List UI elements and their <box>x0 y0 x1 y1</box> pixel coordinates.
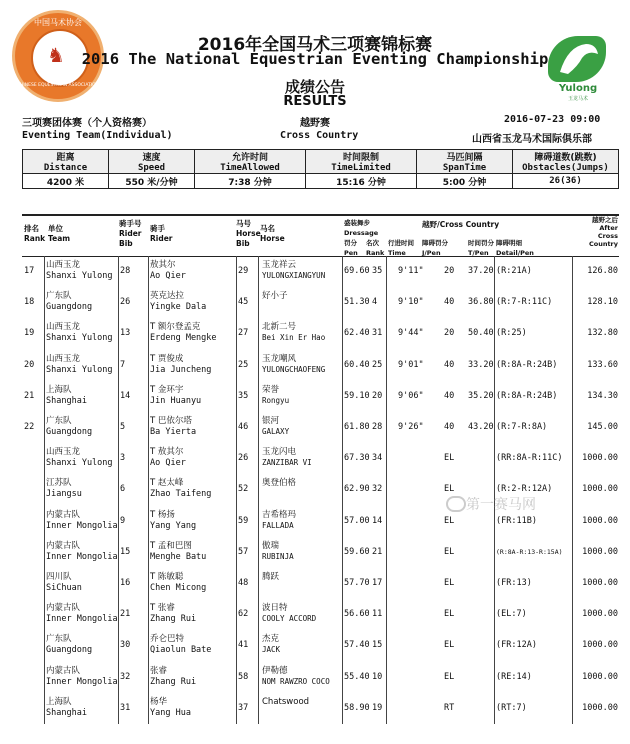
results-en: RESULTS <box>283 94 347 109</box>
detail-cell: (FR:13) <box>496 578 532 588</box>
dressage-rank-cell: 15 <box>372 640 383 651</box>
jump-pen-cell: EL <box>444 578 455 588</box>
horse-bib-cell: 27 <box>238 328 249 339</box>
table-row <box>22 599 619 630</box>
rider-cn-cell: T 额尔登孟克 <box>150 322 201 333</box>
yulong-logo-sub: 玉龙马术 <box>567 96 588 102</box>
team-cn-cell: 广东队 <box>46 416 72 426</box>
after-cross-country-cell: 1000.00 <box>582 578 618 588</box>
table-row <box>22 630 619 661</box>
rider-en-cell: Ba Yierta <box>150 427 197 437</box>
horse-icon: ♞ <box>47 43 65 67</box>
dressage-pen-cell: 60.40 <box>344 359 370 370</box>
speed-value: 550 米/分钟 <box>109 174 195 189</box>
rider-cn-cell: T 杨扬 <box>150 509 175 520</box>
horse-name2-cell: JACK <box>262 645 281 655</box>
jump-pen-cell: EL <box>444 515 455 526</box>
results-cn: 成绩公告 <box>284 78 345 96</box>
rider-cn-cell: T 赵太峰 <box>150 478 184 489</box>
rider-en-cell: Zhang Rui <box>150 614 197 625</box>
course-info-table <box>22 149 619 189</box>
rider-en-cell: Jia Juncheng <box>150 364 212 375</box>
datetime: 2016-07-23 09:00 <box>504 114 601 125</box>
after-cross-country-cell: 1000.00 <box>582 546 618 557</box>
detail-cell: (R:25) <box>496 328 527 339</box>
after-cross-country-cell: 1000.00 <box>582 671 618 682</box>
time-allowed-header: 允许时间 TimeAllowed <box>195 150 306 174</box>
horse-name-cell: 荣誉 <box>262 384 280 395</box>
after-cross-country-cell: 1000.00 <box>582 640 618 651</box>
dressage-rank-cell: 35 <box>372 266 383 276</box>
team-cn-cell: 广东队 <box>46 634 72 645</box>
watermark: 第一赛马网 <box>466 497 536 513</box>
jump-pen-cell: 40 <box>444 359 455 370</box>
time-pen-cell: 50.40 <box>468 328 494 339</box>
table-row <box>22 318 619 349</box>
table-row <box>22 256 619 287</box>
time-cell: 9'06" <box>398 390 424 401</box>
detail-cell: (R:21A) <box>496 266 532 276</box>
after-cross-country-cell: 1000.00 <box>582 453 618 464</box>
horse-name2-cell: NOM RAWZRO COCO <box>262 676 330 686</box>
team-cn-cell: 内蒙古队 <box>46 603 81 614</box>
jump-pen-cell: 40 <box>444 390 455 401</box>
team-en-cell: Shanghai <box>46 395 87 406</box>
dressage-pen-cell: 51.30 <box>344 297 370 308</box>
jump-pen-cell: RT <box>444 702 455 713</box>
team-en-cell: Jiangsu <box>46 489 82 500</box>
team-en-cell: SiChuan <box>46 583 82 593</box>
watermark-horse-icon <box>446 496 466 512</box>
team-en-cell: Inner Mongolia <box>46 520 118 531</box>
detail-cell: (RE:14) <box>496 671 532 682</box>
rider-bib-cell: 14 <box>120 390 131 401</box>
dressage-pen-cell: 62.40 <box>344 328 370 339</box>
dressage-rank-cell: 32 <box>372 484 383 495</box>
rank-cell: 22 <box>24 422 35 432</box>
jump-pen-cell: EL <box>444 484 455 495</box>
jump-pen-cell: EL <box>444 671 455 682</box>
col-cross-country: 越野/Cross Country <box>422 220 500 229</box>
dressage-pen-cell: 59.60 <box>344 546 370 557</box>
time-cell: 9'26" <box>398 422 424 432</box>
dressage-pen-cell: 57.70 <box>344 578 370 588</box>
horse-name-cell: 伊勒德 <box>262 665 288 676</box>
horse-bib-cell: 48 <box>238 578 249 588</box>
span-time-value: 5:00 分钟 <box>417 174 513 189</box>
rider-bib-cell: 26 <box>120 297 131 308</box>
team-cn-cell: 上海队 <box>46 696 72 707</box>
after-cross-country-cell: 132.80 <box>587 328 618 339</box>
dressage-pen-cell: 56.60 <box>344 609 370 620</box>
rider-en-cell: Qiaolun Bate <box>150 645 212 656</box>
distance-value: 4200 米 <box>23 174 109 189</box>
time-cell: 9'44" <box>398 328 424 339</box>
team-en-cell: Shanghai <box>46 707 87 718</box>
rider-cn-cell: 张睿 <box>150 665 168 676</box>
column-divider <box>44 256 45 724</box>
jump-pen-cell: 20 <box>444 328 455 339</box>
rider-bib-cell: 6 <box>120 484 126 495</box>
after-cross-country-cell: 1000.00 <box>582 609 618 620</box>
time-pen-cell: 43.20 <box>468 422 494 432</box>
column-divider <box>342 256 343 724</box>
col-dressage: 盛装舞步 Dressage <box>344 219 379 237</box>
logo-left-bottom-text: CHINESE EQUESTRIAN ASSOCIATION <box>16 83 100 88</box>
rider-en-cell: Menghe Batu <box>150 551 207 562</box>
dressage-rank-cell: 14 <box>372 515 383 526</box>
after-cross-country-cell: 1000.00 <box>582 484 618 495</box>
rider-en-cell: Zhao Taifeng <box>150 489 212 500</box>
column-divider <box>494 256 495 724</box>
table-row <box>22 443 619 474</box>
jump-pen-cell: 40 <box>444 297 455 308</box>
dressage-rank-cell: 25 <box>372 359 383 370</box>
time-limited-header: 时间限制 TimeLimited <box>306 150 417 174</box>
horse-bib-cell: 58 <box>238 671 249 682</box>
after-cross-country-cell: 128.10 <box>587 297 618 308</box>
team-en-cell: Guangdong <box>46 427 93 437</box>
rider-bib-cell: 16 <box>120 578 131 588</box>
col-detail: 障碍明细 Detail/Pen <box>496 239 534 257</box>
logo-left-top-text: 中国马术协会 <box>34 18 82 27</box>
after-cross-country-cell: 145.00 <box>587 422 618 432</box>
after-cross-country-cell: 126.80 <box>587 266 618 276</box>
team-en-cell: Inner Mongolia <box>46 551 118 562</box>
team-cn-cell: 上海队 <box>46 384 72 395</box>
column-divider <box>118 256 119 724</box>
phase-cn: 越野赛 <box>300 118 330 129</box>
horse-name2-cell: Bei Xin Er Hao <box>262 333 326 343</box>
dressage-pen-cell: 57.40 <box>344 640 370 651</box>
detail-cell: (R:7-R:8A) <box>496 422 548 432</box>
rider-bib-cell: 32 <box>120 671 131 682</box>
dressage-rank-cell: 21 <box>372 546 383 557</box>
rider-bib-cell: 5 <box>120 422 126 432</box>
col-horse: 马名 Horse <box>260 224 285 243</box>
rider-cn-cell: T 巴依尔塔 <box>150 416 192 426</box>
horse-bib-cell: 25 <box>238 359 249 370</box>
table-row <box>22 381 619 412</box>
jump-pen-cell: 40 <box>444 422 455 432</box>
rider-bib-cell: 31 <box>120 702 131 713</box>
column-divider <box>258 256 259 724</box>
horse-name2-cell: RUBINJA <box>262 551 294 561</box>
table-row <box>22 412 619 443</box>
speed-header: 速度 Speed <box>109 150 195 174</box>
team-en-cell: Inner Mongolia <box>46 614 118 625</box>
table-row <box>22 568 619 599</box>
dressage-rank-cell: 4 <box>372 297 378 308</box>
rider-cn-cell: T 金环宇 <box>150 384 184 395</box>
horse-name2-cell: Rongyu <box>262 395 290 405</box>
dressage-pen-cell: 69.60 <box>344 266 370 276</box>
table-row <box>22 350 619 381</box>
horse-bib-cell: 26 <box>238 453 249 464</box>
event-en: Eventing Team(Individual) <box>22 130 173 141</box>
horse-bib-cell: 57 <box>238 546 249 557</box>
team-cn-cell: 山西玉龙 <box>46 322 81 333</box>
detail-cell: (EL:7) <box>496 609 527 620</box>
horse-name-cell: 杰克 <box>262 634 280 645</box>
horse-bib-cell: 29 <box>238 266 249 276</box>
time-pen-cell: 36.80 <box>468 297 494 308</box>
horse-name2-cell: COOLY ACCORD <box>262 614 317 624</box>
team-en-cell: Shanxi Yulong <box>46 458 113 469</box>
dressage-rank-cell: 17 <box>372 578 383 588</box>
rider-en-cell: Yang Hua <box>150 707 191 718</box>
rider-bib-cell: 7 <box>120 359 126 370</box>
dressage-rank-cell: 31 <box>372 328 383 339</box>
table-row <box>22 662 619 693</box>
span-time-header: 马匹间隔 SpanTime <box>417 150 513 174</box>
horse-bib-cell: 41 <box>238 640 249 651</box>
venue: 山西省玉龙马术国际俱乐部 <box>472 134 592 145</box>
jump-pen-cell: EL <box>444 609 455 620</box>
column-divider <box>386 256 387 724</box>
title-cn: 2016年全国马术三项赛锦标赛 <box>197 35 433 55</box>
rider-en-cell: Zhang Rui <box>150 676 197 687</box>
results-table-header <box>22 214 619 257</box>
table-row <box>22 287 619 318</box>
team-cn-cell: 四川队 <box>46 572 72 582</box>
time-limited-value: 15:16 分钟 <box>306 174 417 189</box>
rider-bib-cell: 3 <box>120 453 126 464</box>
detail-cell: (R:2-R:12A) <box>496 484 553 495</box>
detail-cell: (FR:11B) <box>496 515 537 526</box>
jump-pen-cell: EL <box>444 453 455 464</box>
col-rider-bib: 骑手号 Rider Bib <box>119 219 142 248</box>
horse-name-cell: 奥登伯格 <box>262 478 297 489</box>
horse-name-cell: Chatswood <box>262 696 310 707</box>
horse-bib-cell: 45 <box>238 297 249 308</box>
team-en-cell: Shanxi Yulong <box>46 364 113 375</box>
detail-cell: (FR:12A) <box>496 640 537 651</box>
detail-cell: (R:7-R:11C) <box>496 297 553 308</box>
col-jump-pen: 障碍罚分 J/Pen <box>422 239 448 257</box>
team-cn-cell: 山西玉龙 <box>46 353 81 364</box>
rider-cn-cell: T 孟和巴图 <box>150 540 192 551</box>
dressage-rank-cell: 10 <box>372 671 383 682</box>
dressage-pen-cell: 55.40 <box>344 671 370 682</box>
col-horse-bib: 马号 Horse Bib <box>236 219 261 248</box>
jump-pen-cell: 20 <box>444 266 455 276</box>
dressage-rank-cell: 34 <box>372 453 383 464</box>
horse-name-cell: 吉希格玛 <box>262 509 297 520</box>
horse-name2-cell: YULONGCHAOFENG <box>262 364 326 374</box>
team-cn-cell: 江苏队 <box>46 478 72 489</box>
team-en-cell: Shanxi Yulong <box>46 333 113 344</box>
rider-en-cell: Yingke Dala <box>150 302 207 313</box>
horse-name2-cell: FALLADA <box>262 520 294 530</box>
table-row <box>22 537 619 568</box>
col-time: 行进时间 Time <box>388 239 414 257</box>
rider-cn-cell: 杨华 <box>150 696 168 707</box>
horse-name-cell: 玉龙闪电 <box>262 447 297 458</box>
time-pen-cell: 33.20 <box>468 359 494 370</box>
detail-cell: (RT:7) <box>496 702 527 713</box>
rider-bib-cell: 21 <box>120 609 131 620</box>
detail-cell: (R:8A-R:24B) <box>496 390 558 401</box>
rider-en-cell: Ao Qier <box>150 271 186 281</box>
table-row <box>22 693 619 724</box>
col-team: 单位 Team <box>48 224 71 243</box>
detail-cell: (R:8A-R:24B) <box>496 359 558 370</box>
horse-name-cell: 腾跃 <box>262 572 280 582</box>
rider-cn-cell: T 敖其尔 <box>150 447 184 458</box>
col-after-cross-country: 越野之后 After Cross Country <box>588 216 618 248</box>
rider-en-cell: Chen Micong <box>150 583 207 593</box>
rider-en-cell: Jin Huanyu <box>150 395 202 406</box>
horse-name-cell: 好小子 <box>262 291 288 302</box>
column-divider <box>148 256 149 724</box>
team-cn-cell: 山西玉龙 <box>46 260 81 270</box>
rider-bib-cell: 9 <box>120 515 126 526</box>
col-time-pen: 时间罚分 T/Pen <box>468 239 494 257</box>
rider-bib-cell: 28 <box>120 266 131 276</box>
team-cn-cell: 内蒙古队 <box>46 540 81 551</box>
horse-bib-cell: 52 <box>238 484 249 495</box>
jump-pen-cell: EL <box>444 546 455 557</box>
time-cell: 9'10" <box>398 297 424 308</box>
detail-cell: (R:8A-R:13-R:15A) <box>496 547 563 556</box>
horse-bib-cell: 59 <box>238 515 249 526</box>
title-en: 2016 The National Equestrian Eventing Championship <box>81 50 549 68</box>
time-allowed-value: 7:38 分钟 <box>195 174 306 189</box>
col-rider: 骑手 Rider <box>150 224 173 243</box>
team-cn-cell: 广东队 <box>46 291 72 302</box>
horse-bib-cell: 37 <box>238 702 249 713</box>
after-cross-country-cell: 1000.00 <box>582 515 618 526</box>
time-pen-cell: 35.20 <box>468 390 494 401</box>
horse-bib-cell: 35 <box>238 390 249 401</box>
jump-pen-cell: EL <box>444 640 455 651</box>
horse-name-cell: 玉龙祥云 <box>262 260 297 270</box>
rank-cell: 21 <box>24 390 35 401</box>
dressage-pen-cell: 59.10 <box>344 390 370 401</box>
time-pen-cell: 37.20 <box>468 266 494 276</box>
rider-en-cell: Yang Yang <box>150 520 197 531</box>
horse-name-cell: 银河 <box>262 416 280 426</box>
column-divider <box>572 256 573 724</box>
team-en-cell: Guangdong <box>46 645 93 656</box>
horse-name-cell: 傲瑞 <box>262 540 280 551</box>
dressage-pen-cell: 57.00 <box>344 515 370 526</box>
team-cn-cell: 山西玉龙 <box>46 447 81 458</box>
after-cross-country-cell: 134.30 <box>587 390 618 401</box>
col-dressage-rank: 名次 Rank <box>366 239 385 257</box>
horse-name-cell: 玉龙嘲风 <box>262 353 297 364</box>
obstacles-header: 障碍道数(跳数) Obstacles(Jumps) <box>513 150 619 174</box>
column-divider <box>236 256 237 724</box>
phase-en: Cross Country <box>280 130 359 141</box>
rider-bib-cell: 15 <box>120 546 131 557</box>
horse-name2-cell: GALAXY <box>262 427 290 436</box>
dressage-pen-cell: 58.90 <box>344 702 370 713</box>
rider-en-cell: Erdeng Mengke <box>150 333 217 344</box>
team-en-cell: Shanxi Yulong <box>46 271 113 281</box>
rider-bib-cell: 13 <box>120 328 131 339</box>
col-rank: 排名 Rank <box>24 224 46 243</box>
after-cross-country-cell: 133.60 <box>587 359 618 370</box>
dressage-rank-cell: 11 <box>372 609 383 620</box>
detail-cell: (RR:8A-R:11C) <box>496 453 563 464</box>
event-cn: 三项赛团体赛（个人资格赛） <box>22 118 152 129</box>
time-cell: 9'01" <box>398 359 424 370</box>
rank-cell: 19 <box>24 328 35 339</box>
team-cn-cell: 内蒙古队 <box>46 509 81 520</box>
rider-cn-cell: T 贾俊成 <box>150 353 184 364</box>
yulong-logo-text: Yulong <box>558 83 598 94</box>
rank-cell: 20 <box>24 359 35 370</box>
horse-name-cell: 波日特 <box>262 603 288 614</box>
rider-cn-cell: 英克达拉 <box>150 291 185 302</box>
horse-bib-cell: 62 <box>238 609 249 620</box>
rider-cn-cell: T 陈敏聪 <box>150 572 184 582</box>
time-cell: 9'11" <box>398 266 424 276</box>
after-cross-country-cell: 1000.00 <box>582 702 618 713</box>
rider-cn-cell: T 张睿 <box>150 603 175 614</box>
dressage-rank-cell: 19 <box>372 702 383 713</box>
rider-cn-cell: 乔仑巴特 <box>150 634 185 645</box>
team-cn-cell: 内蒙古队 <box>46 665 81 676</box>
rank-cell: 18 <box>24 297 35 308</box>
dressage-pen-cell: 61.80 <box>344 422 370 432</box>
horse-name-cell: 北新二号 <box>262 322 297 333</box>
horse-bib-cell: 46 <box>238 422 249 432</box>
obstacles-value: 26(36) <box>513 174 619 189</box>
distance-header: 距离 Distance <box>23 150 109 174</box>
team-en-cell: Guangdong <box>46 302 93 313</box>
dressage-pen-cell: 62.90 <box>344 484 370 495</box>
dressage-pen-cell: 67.30 <box>344 453 370 464</box>
rider-en-cell: Ao Qier <box>150 458 186 469</box>
horse-name2-cell: YULONGXIANGYUN <box>262 271 326 280</box>
rider-bib-cell: 30 <box>120 640 131 651</box>
team-en-cell: Inner Mongolia <box>46 676 118 687</box>
rank-cell: 17 <box>24 266 35 276</box>
dressage-rank-cell: 28 <box>372 422 383 432</box>
rider-cn-cell: 敖其尔 <box>150 260 176 270</box>
col-dressage-pen: 罚分 Pen <box>344 239 358 257</box>
horse-name2-cell: ZANZIBAR VI <box>262 458 312 468</box>
dressage-rank-cell: 20 <box>372 390 383 401</box>
